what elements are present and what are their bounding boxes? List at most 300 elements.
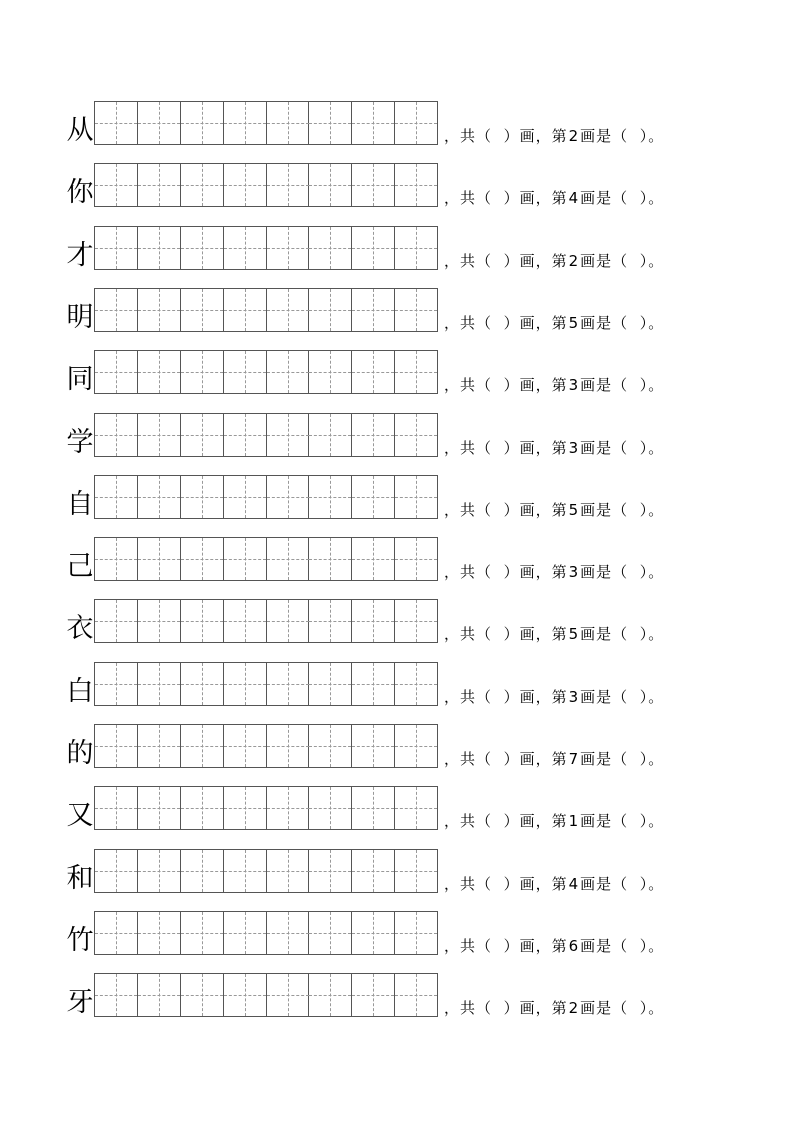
worksheet-row xyxy=(60,662,750,708)
worksheet-row xyxy=(60,724,750,770)
grid-cell[interactable] xyxy=(224,351,267,393)
grid-guide-horizontal xyxy=(352,621,394,622)
target-character: 竹 xyxy=(66,925,94,956)
grid-guide-horizontal xyxy=(352,684,394,685)
grid-guide-horizontal xyxy=(309,248,351,249)
grid-cell[interactable] xyxy=(352,351,395,393)
grid-guide-horizontal xyxy=(224,123,266,124)
grid-cell[interactable] xyxy=(267,538,310,580)
grid-cell[interactable] xyxy=(267,414,310,456)
grid-guide-horizontal xyxy=(181,559,223,560)
question-middle: ）画，第 xyxy=(503,875,568,893)
stroke-answer-blank[interactable] xyxy=(628,686,640,708)
grid-cell[interactable] xyxy=(95,725,138,767)
grid-guide-horizontal xyxy=(138,372,180,373)
grid-cell[interactable] xyxy=(267,974,310,1016)
grid-guide-horizontal xyxy=(395,435,437,436)
worksheet-row xyxy=(60,599,750,645)
question-prefix: ，共（ xyxy=(444,563,493,581)
grid-cell[interactable] xyxy=(352,850,395,892)
total-strokes-blank[interactable] xyxy=(492,561,504,583)
grid-cell[interactable] xyxy=(95,289,138,331)
grid-guide-horizontal xyxy=(181,497,223,498)
grid-cell[interactable] xyxy=(181,663,224,705)
stroke-number: 3 xyxy=(568,688,580,706)
question-middle: ）画，第 xyxy=(503,376,568,394)
question-middle: ）画，第 xyxy=(503,999,568,1017)
grid-guide-horizontal xyxy=(309,621,351,622)
target-character: 又 xyxy=(66,800,94,831)
grid-cell[interactable] xyxy=(309,850,352,892)
grid-cell[interactable] xyxy=(267,227,310,269)
worksheet-row xyxy=(60,911,750,957)
grid-guide-horizontal xyxy=(267,372,309,373)
grid-guide-horizontal xyxy=(267,746,309,747)
total-strokes-blank[interactable] xyxy=(492,125,504,147)
grid-cell[interactable] xyxy=(224,850,267,892)
grid-guide-horizontal xyxy=(181,933,223,934)
grid-cell[interactable] xyxy=(224,414,267,456)
grid-guide-horizontal xyxy=(395,746,437,747)
question-end: ）。 xyxy=(639,875,665,893)
stroke-question xyxy=(444,374,664,396)
grid-guide-horizontal xyxy=(224,497,266,498)
question-middle: ）画，第 xyxy=(503,501,568,519)
question-end: ）。 xyxy=(639,439,665,457)
grid-cell[interactable] xyxy=(352,414,395,456)
grid-cell[interactable] xyxy=(309,600,352,642)
grid-cell[interactable] xyxy=(181,974,224,1016)
grid-cell[interactable] xyxy=(181,850,224,892)
grid-guide-horizontal xyxy=(224,372,266,373)
grid-cell[interactable] xyxy=(181,351,224,393)
question-end: ）。 xyxy=(639,625,665,643)
grid-cell[interactable] xyxy=(352,164,395,206)
writing-grid xyxy=(94,475,438,519)
stroke-answer-blank[interactable] xyxy=(628,312,640,334)
grid-guide-horizontal xyxy=(395,248,437,249)
grid-cell[interactable] xyxy=(267,102,310,144)
grid-guide-horizontal xyxy=(395,185,437,186)
grid-cell[interactable] xyxy=(309,414,352,456)
grid-guide-horizontal xyxy=(181,871,223,872)
total-strokes-blank[interactable] xyxy=(492,623,504,645)
writing-grid xyxy=(94,413,438,457)
grid-guide-horizontal xyxy=(267,435,309,436)
grid-cell[interactable] xyxy=(95,414,138,456)
grid-cell[interactable] xyxy=(138,351,181,393)
question-end: ）。 xyxy=(639,127,665,145)
grid-guide-horizontal xyxy=(395,684,437,685)
grid-cell[interactable] xyxy=(95,974,138,1016)
grid-cell[interactable] xyxy=(224,600,267,642)
grid-cell[interactable] xyxy=(181,787,224,829)
stroke-answer-blank[interactable] xyxy=(628,499,640,521)
grid-cell[interactable] xyxy=(352,974,395,1016)
grid-cell[interactable] xyxy=(309,227,352,269)
stroke-question xyxy=(444,437,664,459)
stroke-question xyxy=(444,748,664,770)
question-end: ）。 xyxy=(639,937,665,955)
grid-cell[interactable] xyxy=(309,351,352,393)
stroke-answer-blank[interactable] xyxy=(628,561,640,583)
stroke-number: 2 xyxy=(568,999,580,1017)
writing-grid xyxy=(94,163,438,207)
grid-guide-horizontal xyxy=(224,310,266,311)
stroke-number: 4 xyxy=(568,875,580,893)
grid-guide-horizontal xyxy=(224,995,266,996)
grid-cell[interactable] xyxy=(309,289,352,331)
grid-guide-horizontal xyxy=(395,310,437,311)
grid-cell[interactable] xyxy=(395,725,437,767)
grid-guide-horizontal xyxy=(138,559,180,560)
grid-cell[interactable] xyxy=(395,289,437,331)
grid-guide-horizontal xyxy=(352,435,394,436)
grid-cell[interactable] xyxy=(267,351,310,393)
writing-grid xyxy=(94,973,438,1017)
grid-cell[interactable] xyxy=(267,476,310,518)
grid-guide-horizontal xyxy=(352,248,394,249)
worksheet-row xyxy=(60,413,750,459)
grid-guide-horizontal xyxy=(309,933,351,934)
grid-guide-horizontal xyxy=(224,185,266,186)
grid-cell[interactable] xyxy=(352,725,395,767)
question-suffix: 画是（ xyxy=(580,252,629,270)
question-suffix: 画是（ xyxy=(580,501,629,519)
question-prefix: ，共（ xyxy=(444,314,493,332)
grid-cell[interactable] xyxy=(395,912,437,954)
question-middle: ）画，第 xyxy=(503,937,568,955)
stroke-answer-blank[interactable] xyxy=(628,125,640,147)
grid-cell[interactable] xyxy=(138,912,181,954)
grid-cell[interactable] xyxy=(138,725,181,767)
question-middle: ）画，第 xyxy=(503,750,568,768)
grid-cell[interactable] xyxy=(138,102,181,144)
question-middle: ）画，第 xyxy=(503,127,568,145)
stroke-question xyxy=(444,187,664,209)
grid-guide-horizontal xyxy=(267,497,309,498)
grid-cell[interactable] xyxy=(138,164,181,206)
stroke-answer-blank[interactable] xyxy=(628,997,640,1019)
grid-cell[interactable] xyxy=(224,102,267,144)
stroke-question xyxy=(444,250,664,272)
grid-cell[interactable] xyxy=(309,725,352,767)
grid-cell[interactable] xyxy=(352,600,395,642)
grid-cell[interactable] xyxy=(224,476,267,518)
stroke-answer-blank[interactable] xyxy=(628,250,640,272)
grid-guide-horizontal xyxy=(95,621,137,622)
stroke-number: 6 xyxy=(568,937,580,955)
grid-cell[interactable] xyxy=(95,476,138,518)
stroke-answer-blank[interactable] xyxy=(628,437,640,459)
grid-guide-horizontal xyxy=(309,435,351,436)
question-middle: ）画，第 xyxy=(503,625,568,643)
grid-guide-horizontal xyxy=(181,746,223,747)
grid-cell[interactable] xyxy=(181,476,224,518)
question-middle: ）画，第 xyxy=(503,314,568,332)
stroke-number: 2 xyxy=(568,127,580,145)
grid-guide-horizontal xyxy=(309,995,351,996)
grid-cell[interactable] xyxy=(224,725,267,767)
grid-cell[interactable] xyxy=(309,164,352,206)
grid-cell[interactable] xyxy=(95,912,138,954)
stroke-number: 5 xyxy=(568,501,580,519)
worksheet-row xyxy=(60,973,750,1019)
grid-guide-horizontal xyxy=(95,808,137,809)
total-strokes-blank[interactable] xyxy=(492,748,504,770)
grid-cell[interactable] xyxy=(352,102,395,144)
grid-guide-horizontal xyxy=(181,435,223,436)
grid-guide-horizontal xyxy=(138,248,180,249)
grid-cell[interactable] xyxy=(395,538,437,580)
grid-cell[interactable] xyxy=(224,289,267,331)
target-character: 和 xyxy=(66,863,94,894)
grid-guide-horizontal xyxy=(309,746,351,747)
question-end: ）。 xyxy=(639,812,665,830)
grid-cell[interactable] xyxy=(224,538,267,580)
grid-guide-horizontal xyxy=(309,808,351,809)
grid-cell[interactable] xyxy=(267,289,310,331)
grid-cell[interactable] xyxy=(267,850,310,892)
stroke-number: 5 xyxy=(568,625,580,643)
stroke-number: 5 xyxy=(568,314,580,332)
total-strokes-blank[interactable] xyxy=(492,873,504,895)
stroke-number: 7 xyxy=(568,750,580,768)
grid-cell[interactable] xyxy=(138,663,181,705)
grid-guide-horizontal xyxy=(309,871,351,872)
grid-guide-horizontal xyxy=(267,248,309,249)
grid-guide-horizontal xyxy=(267,559,309,560)
grid-guide-horizontal xyxy=(95,871,137,872)
grid-cell[interactable] xyxy=(224,912,267,954)
grid-cell[interactable] xyxy=(352,476,395,518)
grid-cell[interactable] xyxy=(138,974,181,1016)
grid-cell[interactable] xyxy=(95,663,138,705)
grid-cell[interactable] xyxy=(309,538,352,580)
total-strokes-blank[interactable] xyxy=(492,997,504,1019)
grid-guide-horizontal xyxy=(95,933,137,934)
grid-guide-horizontal xyxy=(181,995,223,996)
grid-cell[interactable] xyxy=(395,414,437,456)
question-suffix: 画是（ xyxy=(580,625,629,643)
target-character: 学 xyxy=(66,427,94,458)
grid-cell[interactable] xyxy=(267,787,310,829)
question-prefix: ，共（ xyxy=(444,625,493,643)
grid-cell[interactable] xyxy=(95,227,138,269)
grid-guide-horizontal xyxy=(181,185,223,186)
grid-cell[interactable] xyxy=(352,787,395,829)
question-end: ）。 xyxy=(639,688,665,706)
grid-guide-horizontal xyxy=(181,248,223,249)
grid-guide-horizontal xyxy=(352,310,394,311)
grid-guide-horizontal xyxy=(224,746,266,747)
grid-cell[interactable] xyxy=(267,912,310,954)
grid-guide-horizontal xyxy=(395,123,437,124)
grid-cell[interactable] xyxy=(95,164,138,206)
grid-cell[interactable] xyxy=(309,912,352,954)
total-strokes-blank[interactable] xyxy=(492,499,504,521)
grid-guide-horizontal xyxy=(224,559,266,560)
grid-cell[interactable] xyxy=(309,974,352,1016)
question-suffix: 画是（ xyxy=(580,189,629,207)
grid-cell[interactable] xyxy=(309,663,352,705)
grid-cell[interactable] xyxy=(352,289,395,331)
target-character: 同 xyxy=(66,364,94,395)
grid-guide-horizontal xyxy=(181,684,223,685)
grid-cell[interactable] xyxy=(138,227,181,269)
question-suffix: 画是（ xyxy=(580,750,629,768)
total-strokes-blank[interactable] xyxy=(492,437,504,459)
question-end: ）。 xyxy=(639,750,665,768)
grid-cell[interactable] xyxy=(181,538,224,580)
stroke-answer-blank[interactable] xyxy=(628,873,640,895)
grid-guide-horizontal xyxy=(352,123,394,124)
grid-cell[interactable] xyxy=(181,600,224,642)
worksheet-row xyxy=(60,537,750,583)
stroke-answer-blank[interactable] xyxy=(628,623,640,645)
grid-guide-horizontal xyxy=(181,310,223,311)
grid-guide-horizontal xyxy=(395,372,437,373)
grid-cell[interactable] xyxy=(95,600,138,642)
stroke-answer-blank[interactable] xyxy=(628,935,640,957)
grid-guide-horizontal xyxy=(138,808,180,809)
grid-cell[interactable] xyxy=(181,289,224,331)
grid-cell[interactable] xyxy=(395,850,437,892)
question-suffix: 画是（ xyxy=(580,376,629,394)
grid-cell[interactable] xyxy=(267,663,310,705)
total-strokes-blank[interactable] xyxy=(492,686,504,708)
grid-cell[interactable] xyxy=(224,227,267,269)
total-strokes-blank[interactable] xyxy=(492,312,504,334)
grid-cell[interactable] xyxy=(181,164,224,206)
grid-cell[interactable] xyxy=(138,289,181,331)
question-suffix: 画是（ xyxy=(580,563,629,581)
grid-guide-horizontal xyxy=(224,435,266,436)
grid-cell[interactable] xyxy=(181,912,224,954)
grid-guide-horizontal xyxy=(95,435,137,436)
grid-guide-horizontal xyxy=(395,933,437,934)
grid-guide-horizontal xyxy=(309,684,351,685)
grid-guide-horizontal xyxy=(309,559,351,560)
target-character: 衣 xyxy=(66,613,94,644)
grid-cell[interactable] xyxy=(224,787,267,829)
question-prefix: ，共（ xyxy=(444,439,493,457)
writing-grid xyxy=(94,849,438,893)
grid-cell[interactable] xyxy=(352,538,395,580)
grid-cell[interactable] xyxy=(95,538,138,580)
grid-cell[interactable] xyxy=(395,663,437,705)
writing-grid xyxy=(94,350,438,394)
question-prefix: ，共（ xyxy=(444,376,493,394)
grid-cell[interactable] xyxy=(309,787,352,829)
total-strokes-blank[interactable] xyxy=(492,187,504,209)
grid-guide-horizontal xyxy=(224,684,266,685)
writing-grid xyxy=(94,662,438,706)
grid-cell[interactable] xyxy=(138,600,181,642)
grid-guide-horizontal xyxy=(224,808,266,809)
writing-grid xyxy=(94,911,438,955)
grid-guide-horizontal xyxy=(267,185,309,186)
grid-cell[interactable] xyxy=(352,663,395,705)
worksheet-row xyxy=(60,350,750,396)
grid-cell[interactable] xyxy=(267,164,310,206)
grid-guide-horizontal xyxy=(267,310,309,311)
grid-cell[interactable] xyxy=(224,974,267,1016)
grid-guide-horizontal xyxy=(267,808,309,809)
grid-guide-horizontal xyxy=(95,372,137,373)
grid-guide-horizontal xyxy=(138,871,180,872)
grid-cell[interactable] xyxy=(181,227,224,269)
target-character: 白 xyxy=(66,676,94,707)
grid-guide-horizontal xyxy=(138,995,180,996)
grid-cell[interactable] xyxy=(395,164,437,206)
grid-cell[interactable] xyxy=(138,538,181,580)
grid-cell[interactable] xyxy=(181,725,224,767)
total-strokes-blank[interactable] xyxy=(492,250,504,272)
grid-cell[interactable] xyxy=(138,476,181,518)
stroke-answer-blank[interactable] xyxy=(628,374,640,396)
grid-guide-horizontal xyxy=(267,933,309,934)
grid-cell[interactable] xyxy=(395,476,437,518)
grid-cell[interactable] xyxy=(309,102,352,144)
grid-cell[interactable] xyxy=(267,600,310,642)
grid-cell[interactable] xyxy=(95,102,138,144)
grid-guide-horizontal xyxy=(224,248,266,249)
grid-cell[interactable] xyxy=(181,102,224,144)
total-strokes-blank[interactable] xyxy=(492,935,504,957)
grid-guide-horizontal xyxy=(352,808,394,809)
grid-guide-horizontal xyxy=(352,746,394,747)
grid-cell[interactable] xyxy=(309,476,352,518)
grid-cell[interactable] xyxy=(395,351,437,393)
grid-guide-horizontal xyxy=(395,559,437,560)
total-strokes-blank[interactable] xyxy=(492,374,504,396)
grid-cell[interactable] xyxy=(267,725,310,767)
grid-cell[interactable] xyxy=(95,351,138,393)
grid-cell[interactable] xyxy=(138,414,181,456)
grid-cell[interactable] xyxy=(224,164,267,206)
stroke-answer-blank[interactable] xyxy=(628,187,640,209)
stroke-question xyxy=(444,810,664,832)
grid-guide-horizontal xyxy=(138,497,180,498)
grid-cell[interactable] xyxy=(352,912,395,954)
stroke-answer-blank[interactable] xyxy=(628,748,640,770)
grid-cell[interactable] xyxy=(395,227,437,269)
grid-cell[interactable] xyxy=(395,600,437,642)
grid-cell[interactable] xyxy=(395,787,437,829)
grid-cell[interactable] xyxy=(352,227,395,269)
grid-guide-horizontal xyxy=(309,372,351,373)
writing-grid xyxy=(94,537,438,581)
grid-cell[interactable] xyxy=(138,850,181,892)
grid-cell[interactable] xyxy=(95,787,138,829)
grid-cell[interactable] xyxy=(224,663,267,705)
stroke-answer-blank[interactable] xyxy=(628,810,640,832)
grid-cell[interactable] xyxy=(395,102,437,144)
total-strokes-blank[interactable] xyxy=(492,810,504,832)
worksheet-row xyxy=(60,163,750,209)
grid-guide-horizontal xyxy=(138,933,180,934)
stroke-question xyxy=(444,997,664,1019)
grid-cell[interactable] xyxy=(181,414,224,456)
question-suffix: 画是（ xyxy=(580,812,629,830)
worksheet-row xyxy=(60,288,750,334)
grid-cell[interactable] xyxy=(138,787,181,829)
question-end: ）。 xyxy=(639,563,665,581)
grid-cell[interactable] xyxy=(395,974,437,1016)
grid-cell[interactable] xyxy=(95,850,138,892)
question-end: ）。 xyxy=(639,314,665,332)
